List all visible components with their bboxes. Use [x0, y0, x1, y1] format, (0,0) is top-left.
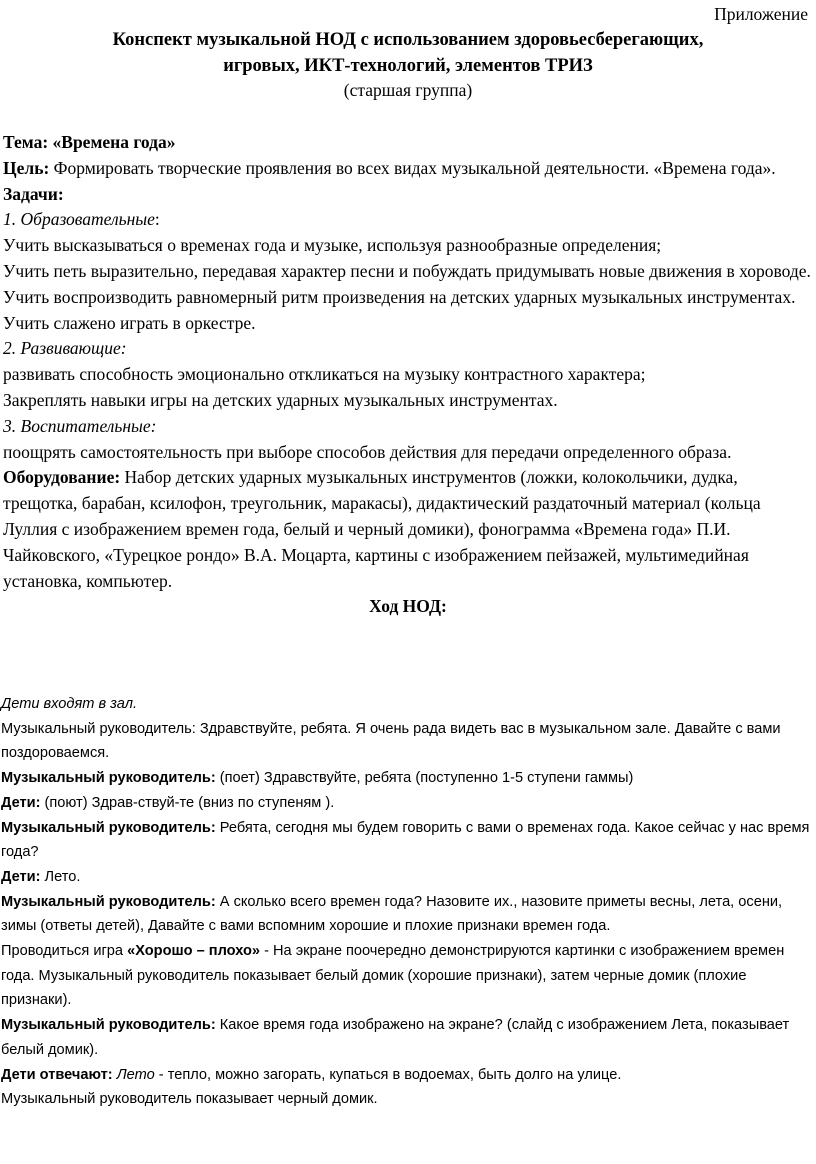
topic-heading: Тема: «Времена года» — [3, 132, 176, 152]
educational-task-1: Учить высказываться о временах года и музыке, используя разнообразные определения; — [3, 235, 662, 256]
goal-paragraph — [3, 156, 813, 182]
speaker-label: Дети: — [1, 794, 41, 811]
equipment-text: Набор детских ударных музыкальных инструментов (ложки, колокольчики, дудка, трещотка, барабан, ксилофон, треугольник, маракасы), дидактический раздаточный материал (кольца Луллия с изображением времен года, белый и черный домики), фонограмма «Времена года» П.И. Чайковского, «Турецкое рондо» В.А. Моцарта, картины с изображением пейзажей, мультимедийная установка, компьютер. — [3, 467, 761, 591]
dialogue-text: Ребята, сегодня мы будем говорить с вами о временах года. Какое сейчас у нас время года? — [1, 819, 810, 861]
entry-note: Дети входят в зал. — [1, 696, 138, 712]
educational-label: 1. Образовательные — [3, 209, 155, 230]
plan-section — [3, 130, 813, 620]
dialogue-line-6 — [1, 890, 813, 939]
game-text: - На экране поочередно демонстрируются картинки с изображением времен года. Музыкальный руководитель показывает белый домик (хорошие признаки), затем черные домик (плохие признаки). — [1, 943, 785, 1009]
document-subtitle: (старшая группа) — [343, 80, 473, 100]
dialogue-text: - тепло, можно загорать, купаться в водоемах, быть долго на улице. — [154, 1066, 622, 1083]
speaker-label: Музыкальный руководитель: — [1, 1017, 216, 1034]
tasks-heading: Задачи: — [3, 183, 64, 204]
speaker-label: Дети отвечают: — [1, 1066, 113, 1083]
game-name: «Хорошо – плохо» — [127, 943, 261, 960]
speaker-label: Музыкальный руководитель: — [1, 893, 216, 910]
dialogue-line-9 — [1, 1063, 813, 1088]
dialogue-text: (поет) Здравствуйте, ребята (поступенно 1-5 ступени гаммы) — [215, 770, 634, 787]
dialogue-line-1: Музыкальный руководитель: Здравствуйте, ребята. Я очень рада видеть вас в музыкальном зале. Давайте с вами поздороваемся. — [1, 720, 781, 762]
dialogue-text: А сколько всего времен года? Назовите их., назовите приметы весны, лета, осени, зимы (ответы детей), Давайте с вами вспомним хорошие и плохие признаки времен года. — [1, 893, 783, 935]
educational-heading — [3, 207, 813, 233]
equipment-paragraph — [3, 465, 813, 594]
dialogue-text: (поют) Здрав-ствуй-те (вниз по ступеням ). — [40, 794, 335, 811]
upbringing-heading: 3. Воспитательные: — [3, 415, 157, 436]
developing-heading: 2. Развивающие: — [3, 338, 127, 359]
season-word: Лето — [112, 1066, 155, 1083]
speaker-label: Музыкальный руководитель: — [1, 819, 216, 836]
educational-task-4: Учить слажено играть в оркестре. — [3, 312, 256, 333]
game-paragraph — [1, 939, 813, 1013]
course-heading: Ход НОД: — [369, 596, 447, 617]
upbringing-task-1: поощрять самостоятельность при выборе способов действия для передачи определенного образа. — [3, 441, 732, 462]
speaker-label: Музыкальный руководитель: — [1, 770, 216, 787]
dialogue-line-5 — [1, 865, 813, 890]
educational-task-2: Учить петь выразительно, передавая характер песни и побуждать придумывать новые движения в хороводе. — [3, 260, 811, 281]
appendix-label: Приложение — [714, 4, 808, 24]
dialogue-line-3 — [1, 791, 813, 816]
dialogue-text: Лето. — [40, 868, 81, 885]
equipment-label: Оборудование: — [3, 467, 121, 488]
course-section — [1, 692, 813, 1112]
goal-text: Формировать творческие проявления во всех видах музыкальной деятельности. «Времена года». — [49, 157, 776, 178]
developing-task-1: развивать способность эмоционально откликаться на музыку контрастного характера; — [3, 364, 646, 385]
title-line-1: Конспект музыкальной НОД с использованием здоровьесберегающих, — [112, 30, 704, 50]
educational-colon: : — [154, 209, 160, 230]
title-line-2: игровых, ИКТ-технологий, элементов ТРИЗ — [223, 56, 593, 76]
game-prefix: Проводиться игра — [1, 943, 128, 960]
speaker-label: Дети: — [1, 868, 41, 885]
dialogue-line-4 — [1, 816, 813, 865]
dialogue-line-10: Музыкальный руководитель показывает черный домик. — [1, 1091, 378, 1108]
developing-task-2: Закреплять навыки игры на детских ударных музыкальных инструментах. — [3, 389, 558, 410]
dialogue-line-2 — [1, 766, 813, 791]
educational-task-3: Учить воспроизводить равномерный ритм произведения на детских ударных музыкальных инструментах. — [3, 286, 796, 307]
dialogue-line-8 — [1, 1013, 813, 1062]
dialogue-text: Какое время года изображено на экране? (слайд с изображением Лета, показывает белый домик). — [1, 1017, 790, 1058]
document-title — [0, 27, 816, 79]
goal-label: Цель: — [3, 157, 50, 178]
